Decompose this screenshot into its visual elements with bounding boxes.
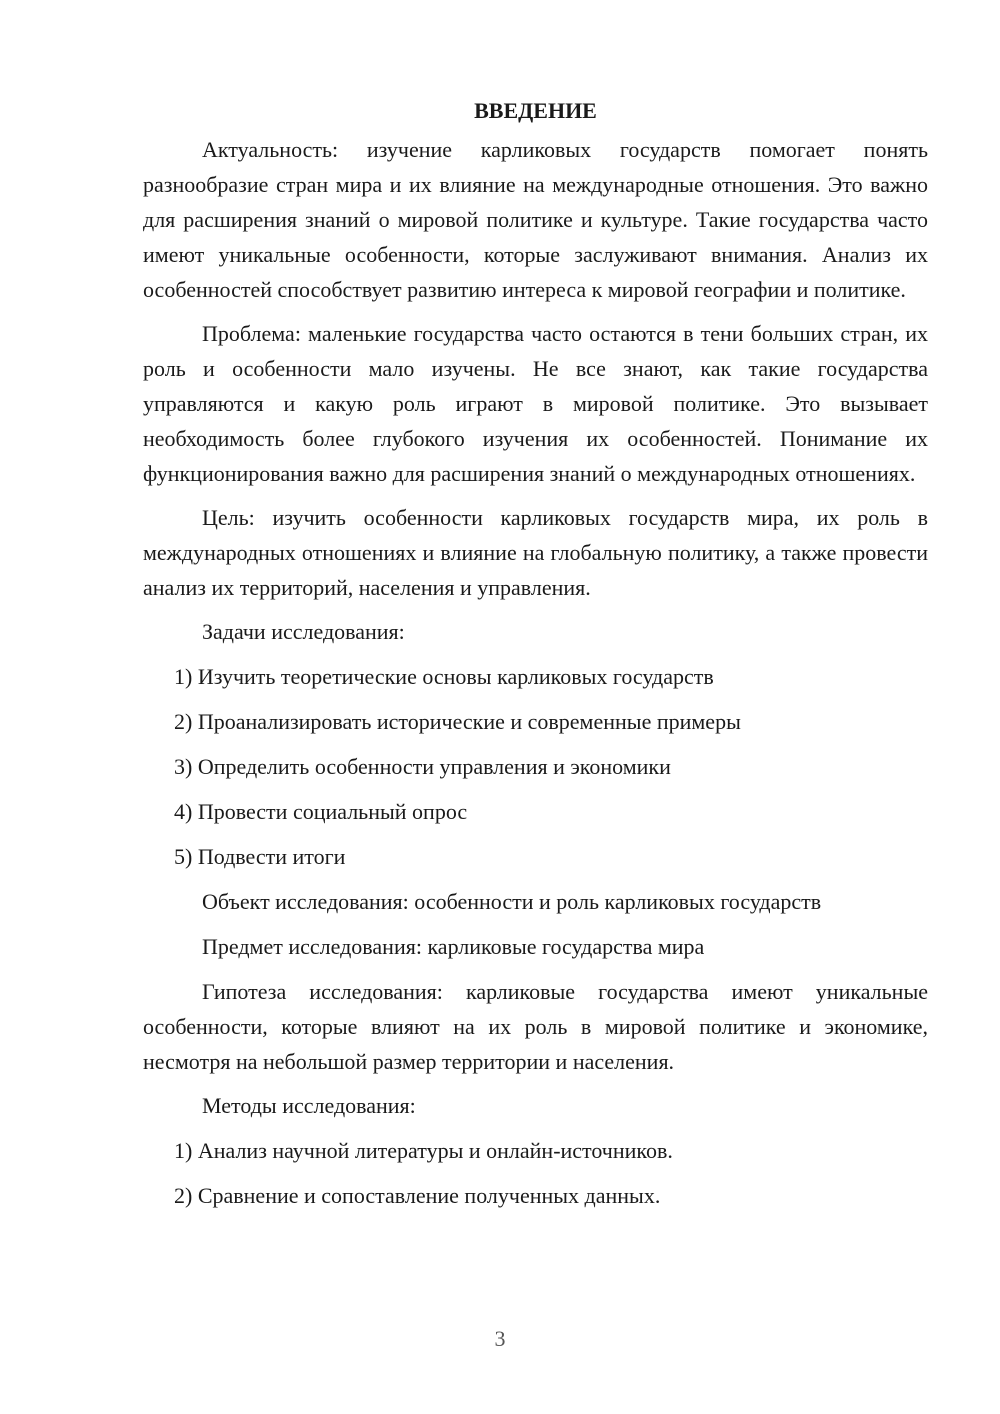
list-item: 3) Определить особенности управления и экономики [174, 754, 671, 779]
list-item: 2) Проанализировать исторические и современные примеры [174, 709, 741, 734]
object-paragraph: Объект исследования: особенности и роль карликовых государств [202, 889, 822, 914]
list-item: 2) Сравнение и сопоставление полученных данных. [174, 1183, 661, 1208]
page-number: 3 [494, 1326, 506, 1351]
methods-list [143, 1133, 928, 1213]
hypothesis-paragraph: Гипотеза исследования: карликовые государства имеют уникальные особенности, которые влияют на их роль в мировой политике и экономике, несмотря на небольшой размер территории и населения. [143, 979, 928, 1074]
list-item: 5) Подвести итоги [174, 844, 346, 869]
methods-title: Методы исследования: [202, 1093, 416, 1118]
tasks-list [143, 659, 928, 874]
list-item: 4) Провести социальный опрос [174, 799, 468, 824]
page-title: ВВЕДЕНИЕ [474, 98, 597, 123]
subject-paragraph: Предмет исследования: карликовые государства мира [202, 934, 705, 959]
relevance-paragraph: Актуальность: изучение карликовых государств помогает понять разнообразие стран мира и их влияние на международные отношения. Это важно для расширения знаний о мировой политике и культуре. Такие государства часто имеют уникальные особенности, которые заслуживают внимания. Анализ их особенностей способствует развитию интереса к мировой географии и политике. [143, 137, 928, 302]
tasks-title: Задачи исследования: [202, 619, 405, 644]
list-item: 1) Изучить теоретические основы карликовых государств [174, 664, 714, 689]
list-item: 1) Анализ научной литературы и онлайн-источников. [174, 1138, 673, 1163]
problem-paragraph: Проблема: маленькие государства часто остаются в тени больших стран, их роль и особенности мало изучены. Не все знают, как такие государства управляются и какую роль играют в мировой политике. Это вызывает необходимость более глубокого изучения их особенностей. Понимание их функционирования важно для расширения знаний о международных отношениях. [143, 321, 928, 486]
goal-paragraph: Цель: изучить особенности карликовых государств мира, их роль в международных отношениях и влияние на глобальную политику, а также провести анализ их территорий, населения и управления. [143, 505, 928, 600]
document-page [143, 96, 928, 1223]
